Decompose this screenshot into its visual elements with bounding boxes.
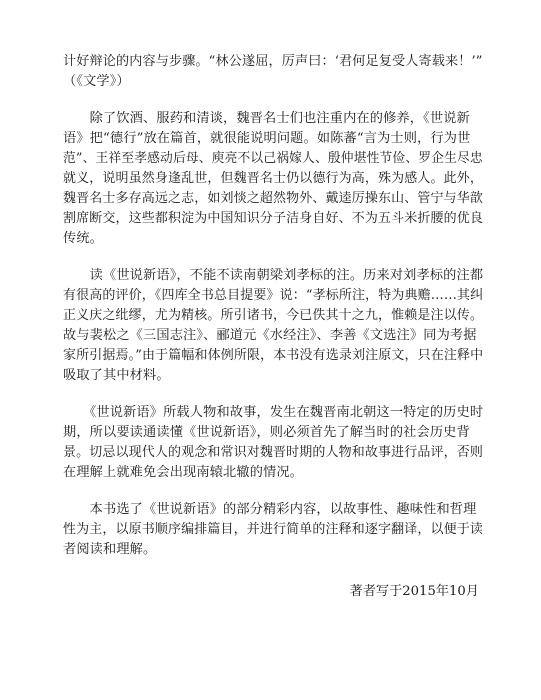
- text-line: 传统。: [63, 231, 104, 246]
- text-line: 家所引据焉。”由于篇幅和体例所限，本书没有选录刘注原文，只在注释中: [63, 348, 484, 363]
- text-line: 在理解上就难免会出现南辕北辙的情况。: [63, 465, 304, 480]
- text-line: 景。切忌以现代人的观念和常识对魏晋时期的人物和故事进行品评，否则: [63, 445, 483, 460]
- text-line: 计好辩论的内容与步骤。“林公遂屈，厉声曰：‘君何足复受人寄载来！’”: [63, 54, 483, 69]
- text-line: 就义，说明虽然身逢乱世，但魏晋名士仍以德行为高，殊为感人。此外，: [63, 171, 483, 186]
- text-line: 有很高的评价，《四库全书总目提要》说：“孝标所注，特为典赡……其纠: [63, 288, 484, 303]
- text-line: 本书选了《世说新语》的部分精彩内容，以故事性、趣味性和哲理: [63, 502, 477, 517]
- text-line: 魏晋名士多存高远之志，如刘惔之超然物外、戴逵厉操东山、管宁与华歆: [63, 191, 483, 206]
- paragraph-5: [63, 500, 483, 560]
- text-line: 性为主，以原书顺序编排篇目，并进行简单的注释和逐字翻译，以便于读: [63, 522, 483, 537]
- text-line: 读《世说新语》，不能不读南朝梁刘孝标的注。历来对刘孝标的注都: [63, 268, 484, 283]
- text-line: 故与裴松之《三国志注》、郦道元《水经注》、李善《文选注》同为考据: [63, 328, 477, 343]
- paragraph-2: [63, 109, 483, 249]
- text-line: 吸取了其中材料。: [63, 368, 170, 383]
- text-line: 期，所以要读通读懂《世说新语》，则必须首先了解当时的社会历史背: [63, 425, 470, 440]
- text-line: 语》把“德行”放在篇首，就很能说明问题。如陈蕃“言为士则，行为世: [63, 131, 471, 146]
- paragraph-1: [63, 52, 483, 92]
- paragraph-4: [63, 403, 483, 483]
- paragraph-3: [63, 266, 483, 386]
- text-line: 除了饮酒、服药和清谈，魏晋名士们也注重内在的修养，《世说新: [63, 111, 470, 126]
- author-signature: 著者写于2015年10月: [349, 584, 479, 599]
- text-line: 割席断交，这些都积淀为中国知识分子洁身自好、不为五斗米折腰的优良: [63, 211, 483, 226]
- text-line: 《世说新语》所载人物和故事，发生在魏晋南北朝这一特定的历史时: [63, 405, 484, 420]
- text-line: 正义庆之纰缪，尤为精核。所引诸书，今已佚其十之九，惟赖是注以传。: [63, 308, 483, 323]
- text-line: 范”、王祥至孝感动后母、庾亮不以己祸嫁人、殷仲堪性节俭、罗企生尽忠: [63, 151, 483, 166]
- text-line: （《文学》）: [63, 74, 130, 89]
- text-line: 者阅读和理解。: [63, 542, 157, 557]
- document-body: [63, 52, 483, 602]
